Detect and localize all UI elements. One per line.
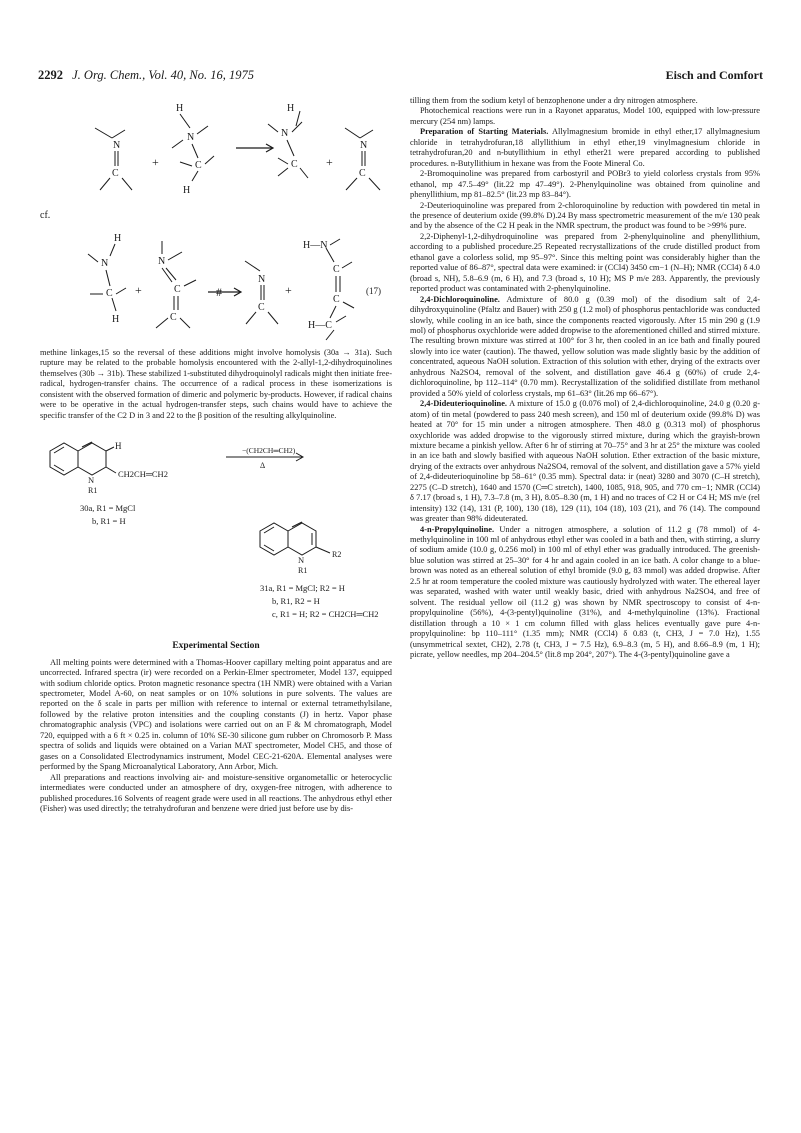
right-paragraph-3: 2-Bromoquinoline was prepared from carbostyril and POBr3 to yield colorless crystals from 95% ethanol, mp 47.5–49° (lit.22 mp 47–49°). 2-Phenylquinoline was obtained from quinoline and phenyllithium, mp 81–82.5° (lit.23 mp 83–84°). bbox=[410, 169, 760, 200]
svg-text:C: C bbox=[333, 264, 340, 275]
svg-text:N: N bbox=[360, 140, 368, 151]
svg-text:C: C bbox=[174, 284, 181, 295]
experimental-paragraph-1: All melting points were determined with a Thomas-Hoover capillary melting point apparatus and are uncorrected. Infrared spectra (ir) were recorded on a Perkin-Elmer spectrometer, Model 137, equipped with sodium chloride optics. Proton magnetic resonance spectra (1H NMR) were obtained with a Varian spectrometer, Model A-60, on neat samples or on 10% solutions in pure solvents. The values are reported on the δ scale in parts per million with reference to internal or external tetramethylsilane, followed by the relative proton intensities and the coupling constants (J) in hertz. Vapor phase chromatographic analysis (VPC) and isolations were carried out on an F & M chromatograph, Model 720, equipped with a 6 ft × 0.25 in. column of 10% SE-30 silicone gum rubber on Chromosorb P. Mass spectra of solids and liquids were obtained on a Varian MAT spectrometer, Model CH5, and those of gases on a Consolidated Electrodynamics instrument, Model CEC-21-620A. Elemental analyses were performed by the Spang Microanalytical Laboratory, Ann Arbor, Mich. bbox=[40, 657, 392, 772]
section-title: Experimental Section bbox=[172, 641, 260, 652]
structure-30 bbox=[50, 441, 168, 495]
label-31b: b, R1, R2 = H bbox=[272, 596, 320, 607]
discussion-paragraph: methine linkages,15 so the reversal of these additions might involve homolysis (30a → 31a). Such rupture may be related to the probable homolysis encountered with the 2-allyl-1,2-dihydroquinolines themselves (30b → 31b). These stabilized 1-substituted dihydroquinolyl radicals might then initiate free-radical, hydrogen-transfer chains. The occurrence of a radical process in these isomerizations is consistent with the observed formation of dimeric and polymeric by-products. However, if radical chains were to be operative in the actual hydrogen-transfer steps, such chains would have to achieve the specific transfer of the C2 D in 3 and 22 to the β position of the resulting alkylquinoline. bbox=[40, 348, 392, 420]
right-paragraph-6 bbox=[410, 295, 760, 400]
no-reaction-mark: # bbox=[216, 285, 222, 299]
svg-text:N: N bbox=[113, 140, 121, 151]
label-30a: 30a, R1 = MgCl bbox=[80, 503, 136, 514]
right-paragraph-5: 2,2-Diphenyl-1,2-dihydroquinoline was prepared from 2-phenylquinoline and phenyllithium, according to a published procedure.25 Repeated recrystallizations of the crude distilled product from ethanol gave a colorless solid, mp 95–97°. Since this melting point was considerably higher than the reported value of 86–87°, spectral data were examined: ir (CCl4) 3450 cm−1 (N–H); NMR (CCl4) δ 4.0 (broad s, NH), 5.8–6.9 (m, 6 H), and 7.3 (broad s, 10 H); MS P m/e 283. Apparently, the previously reported product was contaminated with 2-phenylquinoline. bbox=[410, 231, 760, 294]
svg-text:+: + bbox=[135, 283, 142, 297]
svg-text:C: C bbox=[291, 159, 298, 170]
substituent-r2: R2 bbox=[332, 550, 342, 560]
structure-31 bbox=[260, 522, 341, 575]
substituent-allyl: CH2CH═CH2 bbox=[118, 469, 168, 480]
substituent-h: H bbox=[115, 441, 122, 452]
svg-text:N: N bbox=[298, 555, 305, 566]
svg-text:C: C bbox=[359, 168, 366, 179]
substituent-r1: R1 bbox=[88, 486, 98, 496]
right-paragraph-4: 2-Deuterioquinoline was prepared from 2-chloroquinoline by reduction with powdered tin metal in the presence of deuterium oxide (99.8% D).24 By mass spectrometric measurement of the m/e 130 peak and by the absence of the C2 H peak in the NMR spectrum, the product was found to be >99% pure. bbox=[410, 200, 760, 231]
svg-text:N: N bbox=[101, 258, 109, 269]
svg-text:N: N bbox=[281, 128, 289, 139]
svg-text:H—C: H—C bbox=[308, 320, 332, 331]
heading-dideuterioquinoline: 2,4-Dideuterioquinoline. bbox=[420, 399, 508, 409]
svg-text:C: C bbox=[106, 288, 113, 299]
right-column bbox=[410, 96, 760, 660]
page-number: 2292 bbox=[38, 68, 63, 82]
svg-text:N: N bbox=[258, 274, 266, 285]
svg-text:+: + bbox=[326, 155, 333, 169]
svg-text:N: N bbox=[88, 475, 95, 486]
svg-text:C: C bbox=[258, 302, 265, 313]
propylquinoline-text: Under a nitrogen atmosphere, a solution of 11.2 g (78 mmol) of 4-methylquinoline in 100 ml of anhydrous ethyl ether was cooled in a bath and then, with stirring, a slurry of sodium amide (10.0 g, 0.256 mol) in 100 ml of ethyl ether was gradually introduced. The greenish-blue solution was stirred at 25–30° for 4 hr and again cooled in an ice bath. A color change to a blue-brown was noted as an ethereal solution of ethyl bromide (9.0 g, 83 mmol) was added dropwise. After 2.5 hr at room temperature the cooled mixture was cautiously hydrolyzed with water. The ethereal layer was separated, washed with water until weakly basic, dried with anhydrous Na2SO4, and free of solvent. The residual yellow oil (11.2 g) was shown by NMR spectroscopy to consist of 4-n-propylquinoline (56%), 4-(3-pentyl)quinoline (31%), and 4-methylquinoline (13%). Fractional distillation through a 10 × 1 cm column filled with glass helices eventually gave pure 4-n-propylquinoline: bp 110–111° (1.35 mm); NMR (CCl4) δ 0.83 (t, CH3, J = 7.0 Hz), 1.55 (unsymmetrical sextet, CH2), 2.78 (t, CH3, J = 7.5 Hz), 6.9–8.3 (m, 5 H), and 8.66–8.9 (m, 1 H); picrate, yellow needles, mp 204–204.5° (lit.8 mp 204°, 207°). The 4-(3-pentyl)quinoline gave a bbox=[410, 524, 760, 660]
heading-dichloroquinoline: 2,4-Dichloroquinoline. bbox=[420, 294, 500, 304]
experimental-paragraph-2: All preparations and reactions involving air- and moisture-sensitive organometallic or heterocyclic intermediates were conducted under an atmosphere of dry, oxygen-free nitrogen, with adherence to published procedures.16 Solvents of reagent grade were used in all reactions. The anhydrous ethyl ether (Fisher) was used directly; the tetrahydrofuran and benzene were dried just before use by dis- bbox=[40, 772, 392, 813]
author-names: Eisch and Comfort bbox=[665, 68, 763, 82]
right-paragraph-7 bbox=[410, 399, 760, 524]
svg-text:+: + bbox=[152, 155, 159, 169]
svg-text:N: N bbox=[187, 132, 195, 143]
right-paragraph-1: Photochemical reactions were run in a Rayonet apparatus, Model 100, equipped with low-pressure mercury (254 nm) lamps. bbox=[410, 106, 760, 126]
heading-propylquinoline: 4-n-Propylquinoline. bbox=[420, 524, 495, 534]
journal-citation: J. Org. Chem., Vol. 40, No. 16, 1975 bbox=[72, 68, 254, 82]
arrow-label-bottom: Δ bbox=[260, 461, 266, 471]
svg-text:N: N bbox=[158, 256, 166, 267]
substituent-r1-product: R1 bbox=[298, 566, 308, 576]
svg-text:H—N: H—N bbox=[303, 240, 328, 251]
svg-text:H: H bbox=[112, 314, 120, 325]
label-30b: b, R1 = H bbox=[92, 516, 126, 527]
running-header bbox=[38, 68, 763, 86]
svg-text:C: C bbox=[195, 160, 202, 171]
svg-text:H: H bbox=[183, 185, 191, 196]
svg-text:+: + bbox=[285, 283, 292, 297]
dideuterioquinoline-text: A mixture of 15.0 g (0.076 mol) of 2,4-dichloroquinoline, 24.0 g (0.20 g-atom) of tin metal (powdered to pass 240 mesh screen), and 150 ml of deuterium oxide (99.8% D) was heated at 70° for 15 min under a nitrogen atmosphere. Then 48.0 g (0.313 mol) of phosphorus oxychloride was added dropwise to the vigorously stirred mixture, during which the grayish-brown mixture became a pinkish yellow. After 6 hr of stirring at 70–75° and 3 hr at 25° the mixture was cooled in an ice bath and slowly basified with aqueous NaOH solution. Ether extraction of the basic mixture, drying of the extracts over anhydrous Na2SO4, removal of the solvent, and distillation gave a 57% yield of 2,4-dideuterioquinoline bp 58–61° (0.35 mm). Spectral data: ir (neat) 3280 and 3070 (C–H stretch), 2275 (C–D stretch), 1640 and 1570 (C═C stretch), 1400, 1085, 918, 905, and 770 cm−1; NMR (CCl4) δ 7.17 (broad s, 1 H), 7.3–7.8 (m, 3 H), 8.05–8.30 (m, 1 H) and no traces of C2 H or C4 H; MS m/e (rel intensity) 132 (14), 131 (P, 100), 130 (18), 129 (11), 104 (18), 103 (21), and 76 (14). The compound was greater than 98% dideuterated. bbox=[410, 399, 760, 524]
svg-text:H: H bbox=[176, 103, 184, 114]
label-31c: c, R1 = H; R2 = CH2CH═CH2 bbox=[272, 609, 379, 620]
left-column bbox=[40, 96, 392, 814]
dichloroquinoline-text: Admixture of 80.0 g (0.39 mol) of the disodium salt of 2,4-dihydroxyquinoline (Pfaltz and Bauer) with 250 g (1.2 mol) of phosphorus pentachloride was conducted slowly, while cooling in an ice bath, since the components reacted vigorously. After 15 min 290 g (1.9 mol) of phosphorus oxychloride were added dropwise to the aforementioned chilled and stirred mixture. The resulting brown mixture was stirred at 100° for 3 hr, then cooled in an ice bath and finally poured slowly into ice water (caution). The thawed, yellow solution was made slightly basic by the addition of concentrated, aqueous NaOH solution. Extraction of this solution with ether, drying of the extracts over anhydrous Na2SO4, removal of the solvent, and distillation gave 46.4 g (60%) of crude 2,4-dichloroquinoline, bp 112–114° (0.70 mm). Recrystallization of the solidified distillate from methanol provided a 50% yield of colorless crystals, mp 61–63° (lit.26 mp 66–67°). bbox=[410, 294, 760, 398]
heading-starting-materials: Preparation of Starting Materials. bbox=[420, 127, 549, 137]
arrow-label-top: −(CH2CH═CH2) bbox=[242, 446, 296, 456]
svg-text:H: H bbox=[287, 103, 295, 114]
svg-text:H: H bbox=[114, 233, 122, 244]
right-paragraph-2 bbox=[410, 127, 760, 169]
svg-text:C: C bbox=[112, 168, 119, 179]
label-31a: 31a, R1 = MgCl; R2 = H bbox=[260, 583, 345, 594]
cf-label: cf. bbox=[40, 210, 51, 221]
equation-number: (17) bbox=[366, 286, 381, 296]
reaction-scheme-allyl bbox=[40, 433, 392, 633]
starting-materials-text: Allylmagnesium bromide in ethyl ether,17 allylmagnesium chloride in tetrahydrofuran,18 allyllithium in ethyl ether,19 vinylmagnesium chloride in tetrahydrofuran,20 and n-butyllithium in ethyl ether21 were prepared according to published procedures. n-Butyllithium in hexane was from the Foote Mineral Co. bbox=[410, 127, 760, 168]
right-paragraph-0: tilling them from the sodium ketyl of benzophenone under a dry nitrogen atmosphere. bbox=[410, 96, 698, 105]
svg-text:C: C bbox=[333, 294, 340, 305]
right-paragraph-8 bbox=[410, 525, 760, 661]
svg-text:C: C bbox=[170, 312, 177, 323]
